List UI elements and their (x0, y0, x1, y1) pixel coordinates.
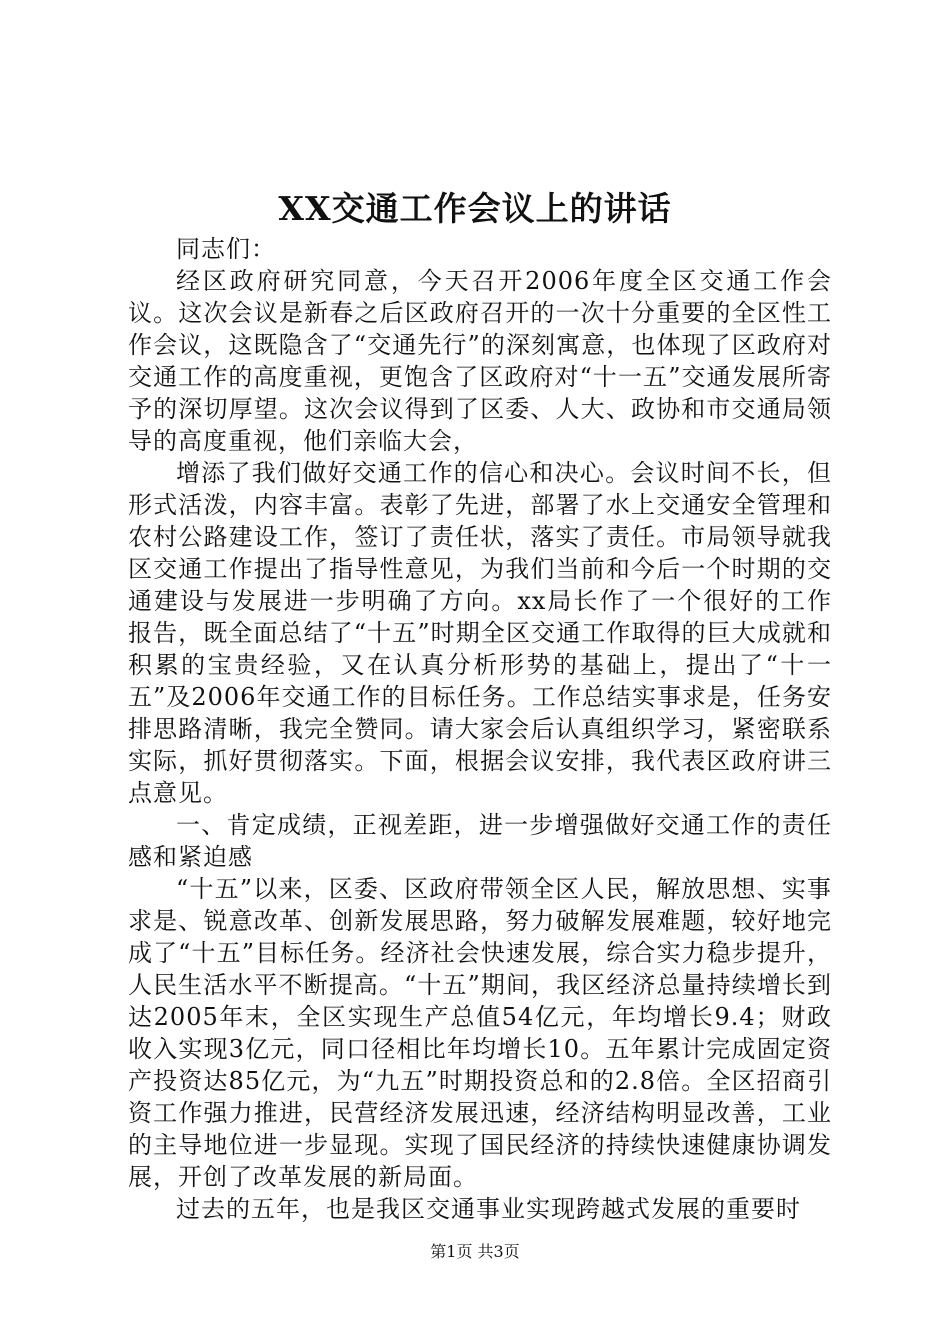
section-heading: 一、肯定成绩，正视差距，进一步增强做好交通工作的责任感和紧迫感 (128, 811, 832, 871)
salutation: 同志们： (176, 235, 276, 263)
paragraph: “十五”以来，区委、区政府带领全区人民，解放思想、实事求是、锐意改革、创新发展思路，努力破解发展难题，较好地完成了“十五”目标任务。经济社会快速发展，综合实力稳步提升，人民生活水平不断提高。“十五”期间，我区经济总量持续增长到达2005年末，全区实现生产总值54亿元，年均增长9.4；财政收入实现3亿元，同口径相比年均增长10。五年累计完成固定资产投资达85亿元，为“九五”时期投资总和的2.8倍。全区招商引资工作强力推进，民营经济发展迅速，经济结构明显改善，工业的主导地位进一步显现。实现了国民经济的持续快速健康协调发展，开创了改革发展的新局面。 (128, 875, 832, 1191)
paragraph: 增添了我们做好交通工作的信心和决心。会议时间不长，但形式活泼，内容丰富。表彰了先进，部署了水上交通安全管理和农村公路建设工作，签订了责任状，落实了责任。市局领导就我区交通工作提出了指导性意见，为我们当前和今后一个时期的交通建设与发展进一步明确了方向。xx局长作了一个很好的工作报告，既全面总结了“十五”时期全区交通工作取得的巨大成就和积累的宝贵经验，又在认真分析形势的基础上，提出了“十一五”及2006年交通工作的目标任务。工作总结实事求是，任务安排思路清晰，我完全赞同。请大家会后认真组织学习，紧密联系实际，抓好贯彻落实。下面，根据会议安排，我代表区政府讲三点意见。 (128, 459, 832, 807)
paragraph: 经区政府研究同意，今天召开2006年度全区交通工作会议。这次会议是新春之后区政府召开的一次十分重要的全区性工作会议，这既隐含了“交通先行”的深刻寓意，也体现了区政府对交通工作的高度重视，更饱含了区政府对“十一五”交通发展所寄予的深切厚望。这次会议得到了区委、人大、政协和市交通局领导的高度重视，他们亲临大会， (128, 267, 832, 455)
paragraph: 过去的五年，也是我区交通事业实现跨越式发展的重要时 (176, 1195, 801, 1223)
document-title: XX交通工作会议上的讲话 (278, 189, 672, 228)
document-body (128, 233, 832, 1225)
page-footer: 第1页 共3页 (430, 1242, 520, 1261)
